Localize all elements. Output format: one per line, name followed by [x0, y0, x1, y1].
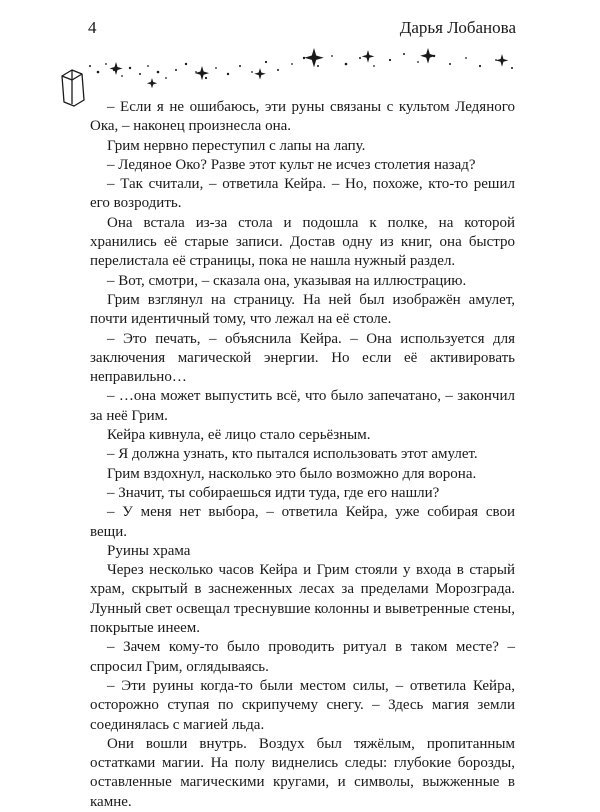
sparkle-stars-icon	[89, 48, 513, 88]
paragraph: – Я должна узнать, кто пытался использовать этот амулет.	[107, 446, 478, 463]
paragraph: Она встала из-за стола и подошла к полке, на которой хранились её старые записи. Достав одну из книг, она быстро перелистала её страницы, пока не нашла нужный раздел.	[90, 214, 515, 270]
paragraph: Грим вздохнул, насколько это было возможно для ворона.	[107, 465, 477, 482]
paragraph: – Это печать, – объяснила Кейра. – Она используется для заключения магической энергии. Но если её активировать неправильно…	[90, 330, 515, 386]
paragraph: Грим взглянул на страницу. На ней был изображён амулет, почти идентичный тому, что лежал на её столе.	[90, 291, 515, 328]
paragraph: – Зачем кому-то было проводить ритуал в таком месте? – спросил Грим, оглядываясь.	[90, 639, 515, 675]
paragraph: – Значит, ты собираешься идти туда, где его нашли?	[107, 484, 440, 501]
paragraph: – Так считали, – ответила Кейра. – Но, похоже, кто-то решил его возродить.	[90, 176, 515, 212]
paragraph: – Ледяное Око? Разве этот культ не исчез столетия назад?	[107, 156, 476, 173]
paragraph: – …она может выпустить всё, что было запечатано, – закончил за неё Грим.	[90, 388, 515, 424]
crystal-icon	[62, 70, 84, 106]
paragraph: – У меня нет выбора, – ответила Кейра, уже собирая свои вещи.	[90, 504, 515, 540]
section-heading: Руины храма	[107, 542, 191, 559]
paragraph: Кейра кивнула, её лицо стало серьёзным.	[107, 427, 371, 444]
paragraph: – Эти руины когда-то были местом силы, – ответила Кейра, осторожно ступая по скрипучему снегу. – Здесь магия земли соединялась с магией льда.	[90, 677, 515, 733]
body-text	[90, 98, 515, 812]
paragraph: – Вот, смотри, – сказала она, указывая на иллюстрацию.	[107, 272, 467, 289]
paragraph: Они вошли внутрь. Воздух был тяжёлым, пропитанным остатками магии. На полу виднелись следы: глубокие борозды, оставленные магическими кругами, и символы, выжженные в камне.	[90, 735, 515, 810]
paragraph: Через несколько часов Кейра и Грим стояли у входа в старый храм, скрытый в заснеженных лесах за пределами Морозграда. Лунный свет освещал треснувшие колонны и выветренные стены, покрытые инеем.	[90, 562, 515, 637]
page-number: 4	[88, 18, 97, 37]
running-head-author: Дарья Лобанова	[399, 18, 516, 37]
paragraph: Грим нервно переступил с лапы на лапу.	[107, 137, 366, 154]
paragraph: – Если я не ошибаюсь, эти руны связаны с культом Ледяного Ока, – наконец произнесла она.	[90, 99, 515, 135]
